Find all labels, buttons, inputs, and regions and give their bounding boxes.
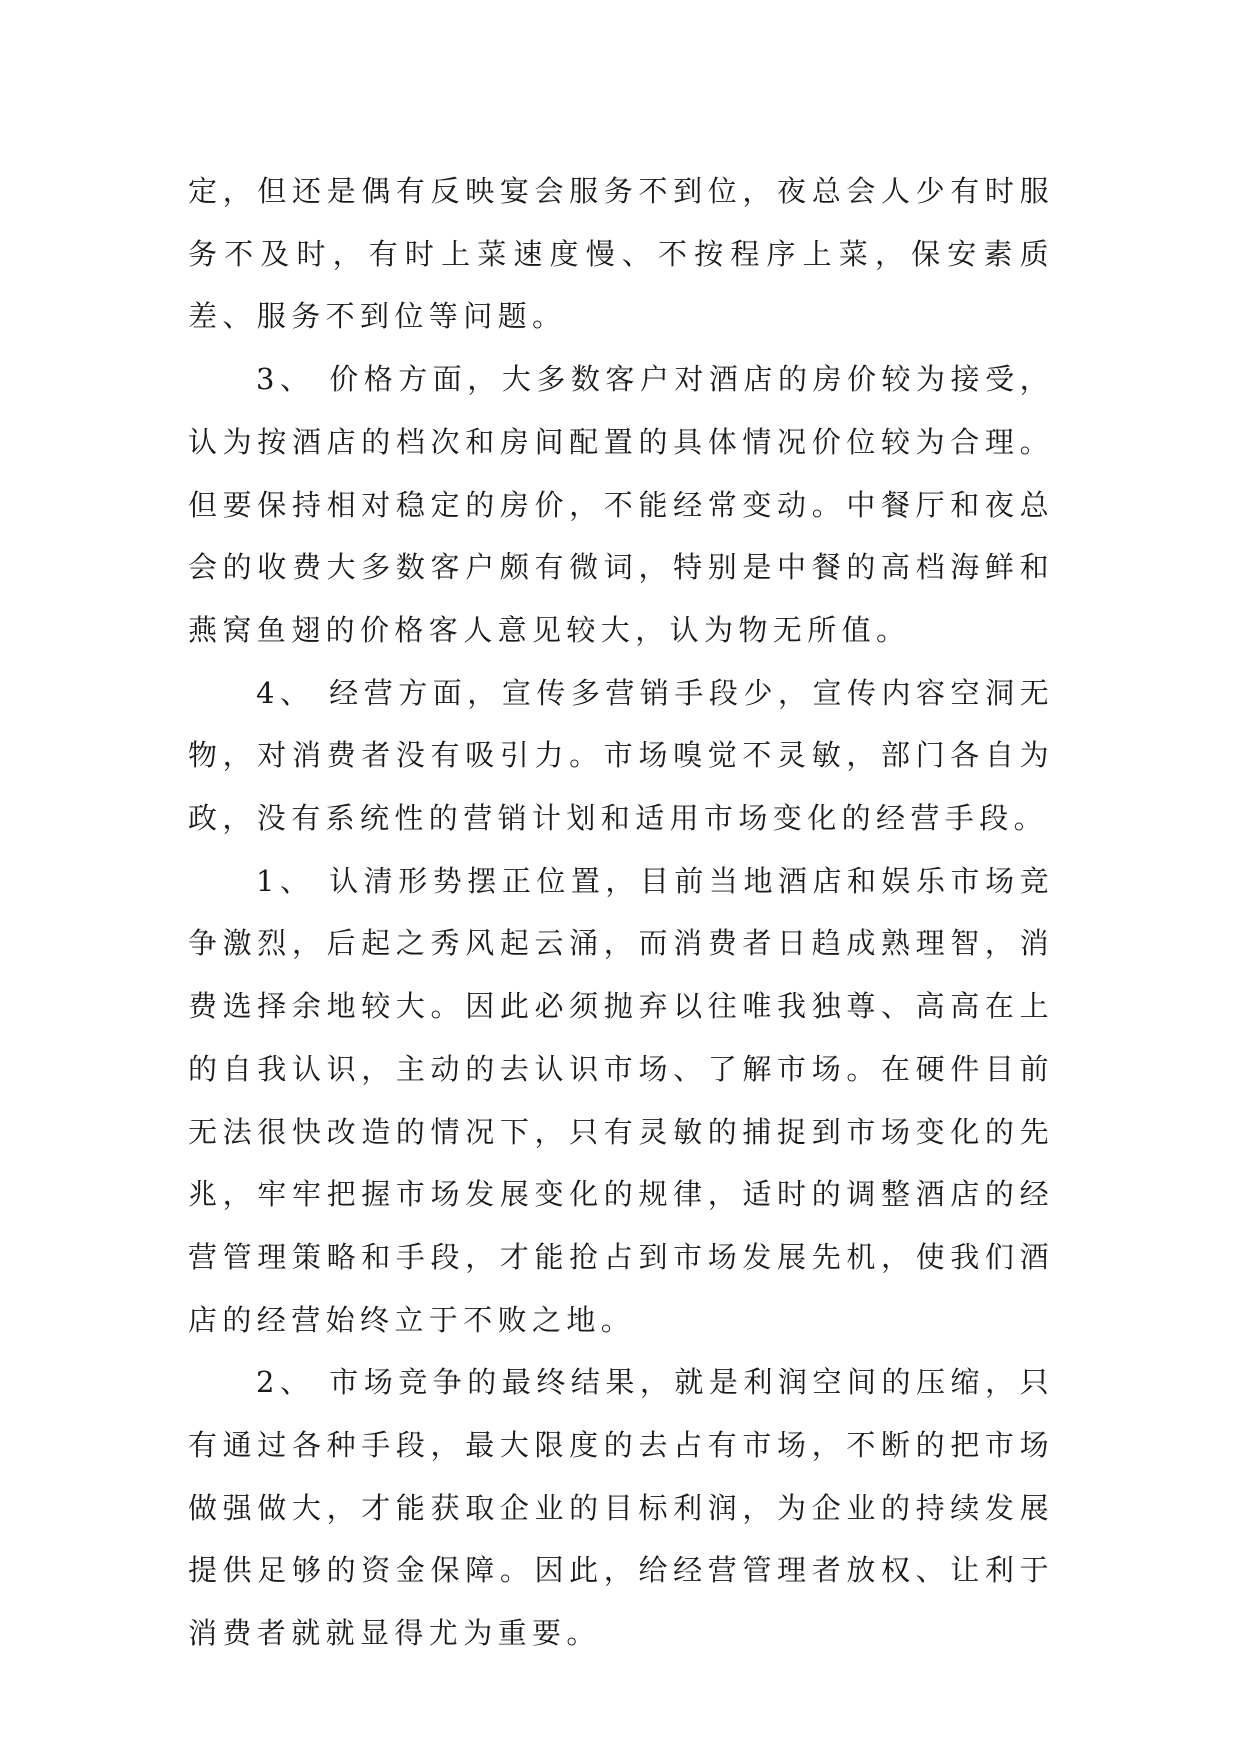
paragraph-market-competition: 2、 市场竞争的最终结果，就是利润空间的压缩，只有通过各种手段，最大限度的去占有市场，不断的把市场做强做大，才能获取企业的目标利润，为企业的持续发展提供足够的资金保障。因此，给经营管理者放权、让利于消费者就就显得尤为重要。: [188, 1365, 1054, 1651]
paragraph-operations: 4、 经营方面，宣传多营销手段少，宣传内容空洞无物，对消费者没有吸引力。市场嗅觉不灵敏，部门各自为政，没有系统性的营销计划和适用市场变化的经营手段。: [188, 675, 1054, 836]
paragraph-continuation: 定，但还是偶有反映宴会服务不到位，夜总会人少有时服务不及时，有时上菜速度慢、不按程序上菜，保安素质差、服务不到位等问题。: [188, 174, 1054, 334]
paragraph-market-position: 1、 认清形势摆正位置，目前当地酒店和娱乐市场竞争激烈，后起之秀风起云涌，而消费者日趋成熟理智，消费选择余地较大。因此必须抛弃以往唯我独尊、高高在上的自我认识，主动的去认识市场、了解市场。在硬件目前无法很快改造的情况下，只有灵敏的捕捉到市场变化的先兆，牢牢把握市场发展变化的规律，适时的调整酒店的经营管理策略和手段，才能抢占到市场发展先机，使我们酒店的经营始终立于不败之地。: [188, 863, 1054, 1337]
paragraph-pricing: 3、 价格方面，大多数客户对酒店的房价较为接受，认为按酒店的档次和房间配置的具体情况价位较为合理。但要保持相对稳定的房价，不能经常变动。中餐厅和夜总会的收费大多数客户颇有微词，特别是中餐的高档海鲜和燕窝鱼翅的价格客人意见较大，认为物无所值。: [188, 362, 1054, 647]
document-body: [188, 160, 1054, 1665]
